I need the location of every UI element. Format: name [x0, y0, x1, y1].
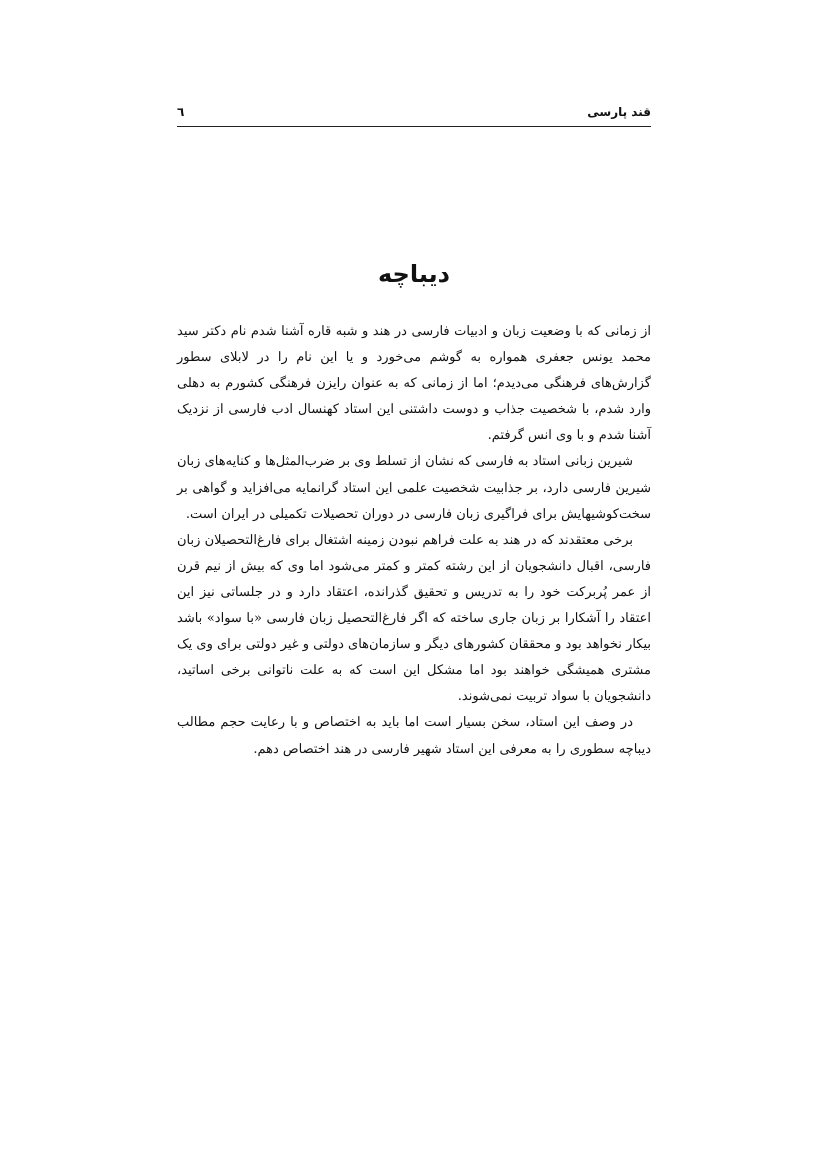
running-title: قند پارسی: [587, 105, 651, 119]
header-rule: [177, 126, 651, 127]
body-text: [177, 319, 651, 763]
chapter-title: دیباچه: [378, 260, 450, 288]
paragraph: برخی معتقدند که در هند به علت فراهم نبودن زمینه اشتغال برای فارغ‌التحصیلان زبان فارسی، اقبال دانشجویان از این رشته کمتر و کمتر می‌شود اما وی که بیش از نیم قرن از عمر پُربرکت خود را به تدریس و تحقیق گذرانده، اعتقاد دارد و در جلساتی نیز این اعتقاد را آشکارا بر زبان جاری ساخته که اگر فارغ‌التحصیل زبان فارسی «با سواد» باشد بیکار نخواهد بود و محققان کشورهای دیگر و سازمان‌های دولتی و غیر دولتی برای وی یک مشتری همیشگی خواهند بود اما مشکل این است که به علت ناتوانی برخی اساتید، دانشجویان با سواد تربیت نمی‌شوند.: [177, 532, 651, 705]
paragraph: شیرین زبانی استاد به فارسی که نشان از تسلط وی بر ضرب‌المثل‌ها و کنایه‌های زبان شیرین فارسی دارد، بر جذابیت شخصیت علمی این استاد گرانمایه می‌افزاید و گواهی بر سخت‌کوشیهایش برای فراگیری زبان فارسی در دوران تحصیلات تکمیلی در ایران است.: [177, 454, 651, 522]
running-header: [177, 104, 651, 124]
paragraph: از زمانی که با وضعیت زبان و ادبیات فارسی در هند و شبه قاره آشنا شدم نام دکتر سید محمد یونس جعفری همواره به گوشم می‌خورد و یا این نام را در لابلای سطور گزارش‌های فرهنگی می‌دیدم؛ اما از زمانی که به عنوان رایزن فرهنگی کشورم به دهلی وارد شدم، با شخصیت جذاب و دوست داشتنی این استاد کهنسال ادب فارسی از نزدیک آشنا شدم و با وی انس گرفتم.: [177, 324, 651, 444]
paragraph: در وصف این استاد، سخن بسیار است اما باید به اختصاص و با رعایت حجم مطالب دیباچه سطوری را به معرفی این استاد شهیر فارسی در هند اختصاص دهم.: [177, 715, 651, 757]
page-number: ٦: [177, 105, 185, 119]
